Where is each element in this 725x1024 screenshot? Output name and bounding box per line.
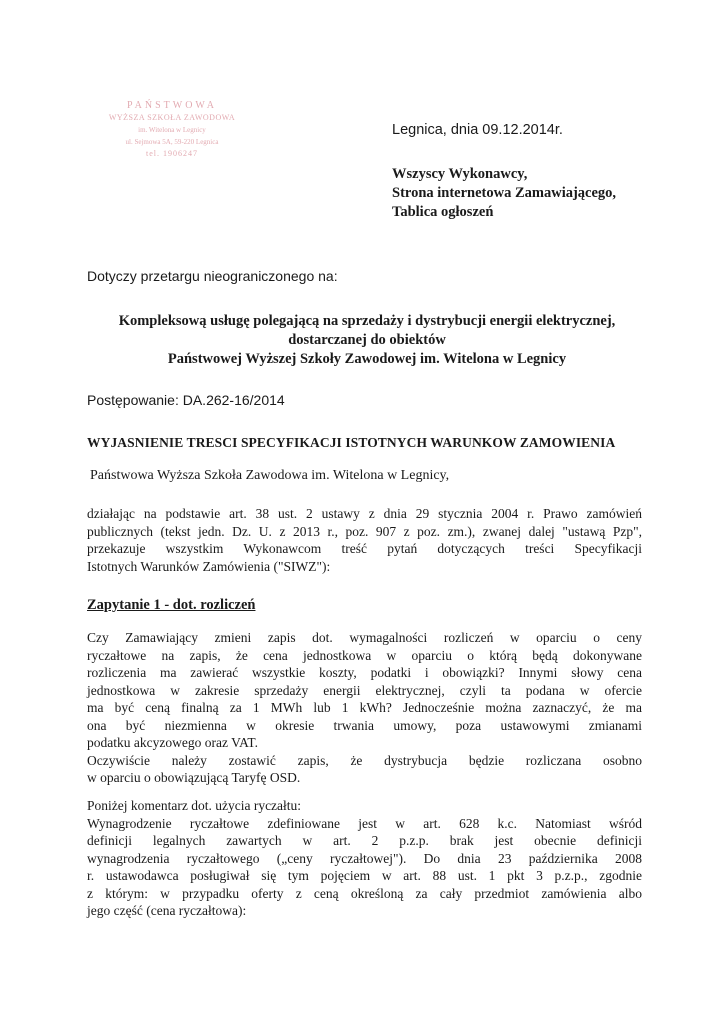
school-name: Państwowa Wyższa Szkoła Zawodowa im. Witelona w Legnicy, [90, 468, 450, 483]
paragraph-line: Wynagrodzenie ryczałtowe zdefiniowane jest w art. 628 k.c. Natomiast wśród [87, 815, 642, 831]
intro-paragraph [87, 505, 642, 575]
document-heading: WYJASNIENIE TRESCI SPECYFIKACJI ISTOTNYCH WARUNKOW ZAMOWIENIA [87, 435, 616, 450]
paragraph-line: działając na podstawie art. 38 ust. 2 ustawy z dnia 29 stycznia 2004 r. Prawo zamówień [87, 506, 642, 521]
question-body [87, 629, 642, 787]
stamp-line: tel. 1906247 [146, 149, 198, 158]
paragraph-line: Istotnych Warunków Zamówienia ("SIWZ"): [87, 558, 331, 574]
stamp-line: ul. Sejmowa 5A, 59-220 Legnica [125, 138, 219, 146]
paragraph-line: podatku akcyzowego oraz VAT. [87, 735, 258, 750]
paragraph-line: z którym: w przypadku oferty z ceną określoną za cały przedmiot zamówienia albo [87, 885, 642, 901]
subject-line: dostarczanej do obiektów [288, 332, 446, 348]
paragraph-line: definicji legalnych zawartych w art. 2 p.z.p. brak jest obecnie definicji [87, 833, 642, 848]
stamp-line: im. Witelona w Legnicy [138, 126, 206, 134]
case-number: Postępowanie: DA.262-16/2014 [87, 392, 285, 408]
tender-subject [87, 312, 647, 369]
paragraph-line: wynagrodzenia ryczałtowego („ceny ryczałtowej"). Do dnia 23 października 2008 [87, 850, 642, 866]
paragraph-line: ryczałtowe na zapis, że cena jednostkowa w oparciu o którą będą dokonywane [87, 647, 642, 663]
comment-paragraph [87, 797, 642, 920]
paragraph-line: ma być ceną finalną za 1 MWh lub 1 kWh? Jednocześnie można zaznaczyć, że ma [87, 700, 642, 715]
paragraph-line: publicznych (tekst jedn. Dz. U. z 2013 r., poz. 907 z poz. zm.), zwanej dalej "ustawą Pzp", [87, 523, 642, 539]
paragraph-line: Oczywiście należy zostawić zapis, że dystrybucja będzie rozliczana osobno [87, 752, 642, 768]
paragraph-line: w oparciu o obowiązującą Taryfę OSD. [87, 770, 301, 785]
institution-stamp [82, 100, 262, 160]
subject-line: Państwowej Wyższej Szkoły Zawodowej im. Witelona w Legnicy [167, 351, 567, 367]
recipient-line: Tablica ogłoszeń [392, 204, 494, 220]
paragraph-line: przekazuje wszystkim Wykonawcom treść pytań dotyczących treści Specyfikacji [87, 541, 642, 556]
paragraph-line: jednostkowa w zakresie sprzedaży energii elektrycznej, czyli ta podana w ofercie [87, 682, 642, 698]
recipient-line: Strona internetowa Zamawiającego, [392, 185, 617, 201]
paragraph-line: Poniżej komentarz dot. użycia ryczałtu: [87, 798, 302, 813]
paragraph-line: Czy Zamawiający zmieni zapis dot. wymagalności rozliczeń w oparciu o ceny [87, 630, 642, 645]
subject-line: Kompleksową usługę polegającą na sprzedaży i dystrybucji energii elektrycznej, [118, 313, 616, 329]
concerns-line: Dotyczy przetargu nieograniczonego na: [87, 268, 338, 284]
stamp-line: PAŃSTWOWA [127, 100, 217, 111]
document-date: Legnica, dnia 09.12.2014r. [392, 122, 563, 138]
paragraph-line: ona być niezmienna w okresie trwania umowy, poza ustawowymi zmianami [87, 717, 642, 733]
paragraph-line: rozliczenia ma zawierać wszystkie koszty, podatki i obowiązki? Innymi słowy cena [87, 665, 642, 680]
paragraph-line: r. ustawodawca posługiwał się tym pojęciem w art. 88 ust. 1 pkt 3 p.z.p., zgodnie [87, 868, 642, 883]
recipients-block [392, 165, 616, 222]
stamp-line: WYŻSZA SZKOŁA ZAWODOWA [108, 113, 236, 122]
recipient-line: Wszyscy Wykonawcy, [392, 166, 528, 182]
paragraph-line: jego część (cena ryczałtowa): [87, 903, 247, 918]
question-title: Zapytanie 1 - dot. rozliczeń [87, 597, 256, 613]
